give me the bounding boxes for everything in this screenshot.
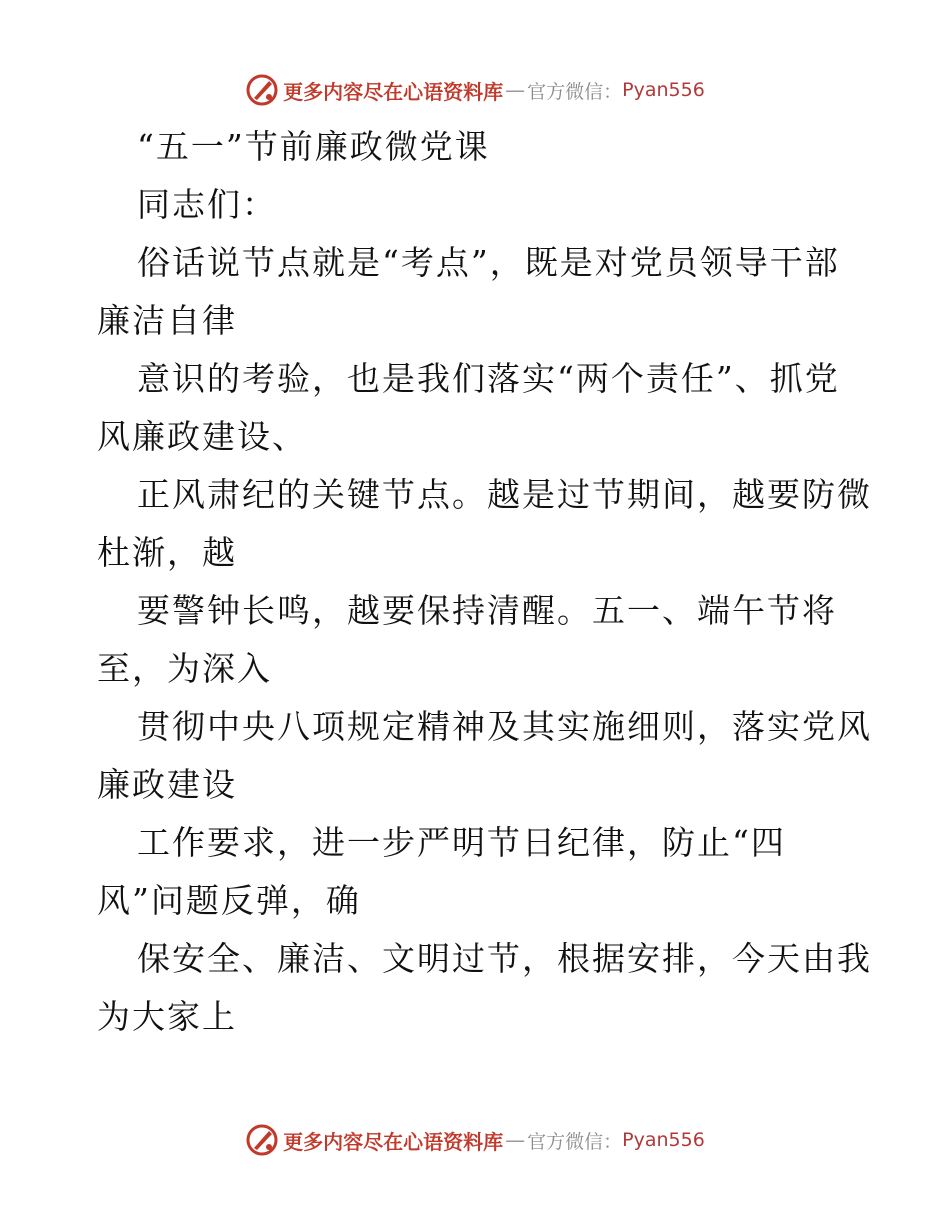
paragraph-line: 工作要求，进一步严明节日纪律，防止“四 [137,823,786,862]
paragraph-line: 要警钟长鸣，越要保持清醒。五一、端午节将 [137,591,837,630]
header-watermark-id: Pyan556 [622,79,705,101]
paragraph-line: 俗话说节点就是“考点”，既是对党员领导干部 [137,243,840,282]
pen-logo-icon [245,1123,279,1157]
header-watermark-dash: — [505,78,526,102]
paragraph-line: 杜渐，越 [97,533,237,572]
footer-watermark-dash: — [505,1128,526,1152]
paragraph-line: 廉洁自律 [97,301,237,340]
paragraph-line: 意识的考验，也是我们落实“两个责任”、抓党 [137,359,840,398]
footer-watermark [0,1120,950,1160]
paragraph-line: 贯彻中央八项规定精神及其实施细则，落实党风 [137,707,872,746]
header-watermark-text: 更多内容尽在心语资料库 [283,79,504,104]
paragraph-line: 风”问题反弹，确 [97,881,361,920]
pen-logo-icon [245,73,279,107]
paragraph-line: 正风肃纪的关键节点。越是过节期间，越要防微 [137,475,872,514]
paragraph-line: 廉政建设 [97,765,237,804]
footer-watermark-text: 更多内容尽在心语资料库 [283,1129,504,1154]
header-watermark-label: 官方微信： [527,80,623,103]
paragraph-line: 同志们： [137,185,277,224]
footer-watermark-id: Pyan556 [622,1129,705,1151]
paragraph-line: 保安全、廉洁、文明过节，根据安排，今天由我 [137,939,872,978]
paragraph-line: 为大家上 [97,997,237,1036]
document-body [97,118,872,1046]
paragraph-line: 至，为深入 [97,649,272,688]
document-title: “五一”节前廉政微党课 [137,127,490,166]
footer-watermark-label: 官方微信： [527,1130,623,1153]
header-watermark [0,70,950,110]
paragraph-line: 风廉政建设、 [97,417,307,456]
